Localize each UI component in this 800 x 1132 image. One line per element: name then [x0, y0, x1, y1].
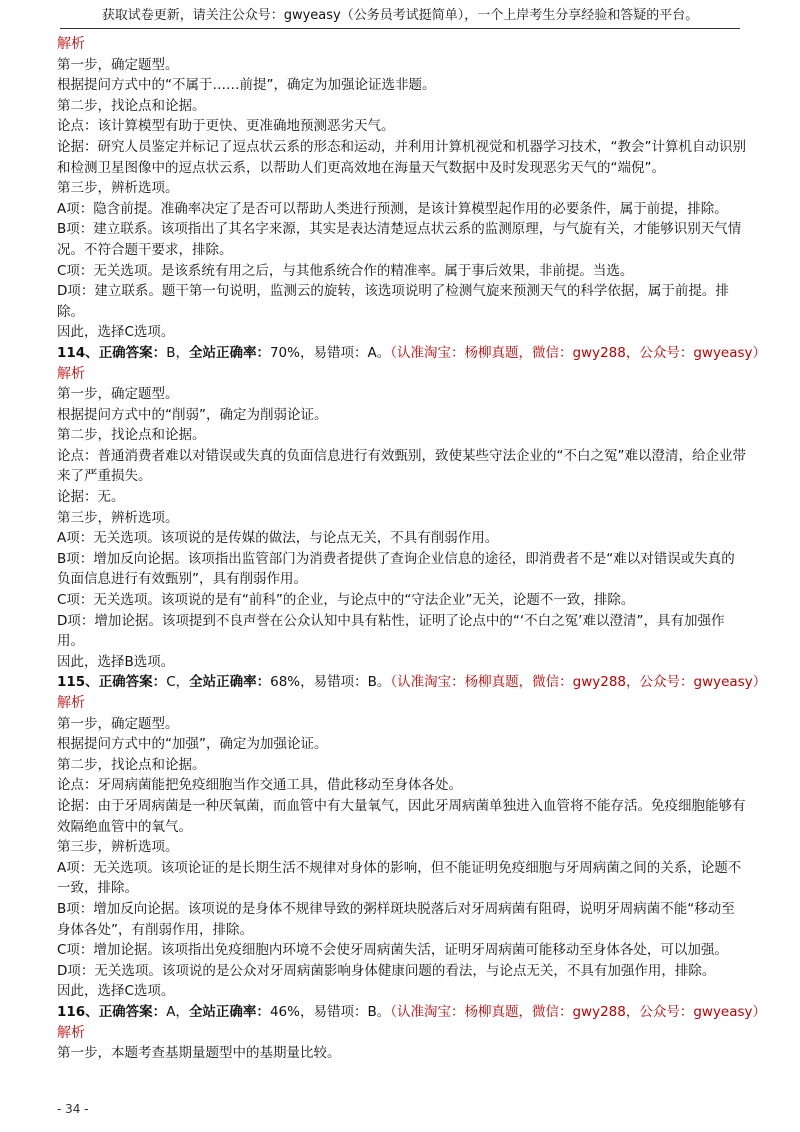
page-number: - 34 - [57, 1102, 89, 1116]
question-number: 115、 [57, 674, 99, 691]
paragraph: D项：无关选项。该项说的是公众对牙周病菌影响身体健康问题的看法，与论点无关，不具有加强作用，排除。 [57, 962, 716, 979]
promo-note: （认准淘宝：杨柳真题，微信：gwy288，公众号：gwyeasy） [390, 674, 767, 691]
question-number: 116、 [57, 1003, 99, 1020]
paragraph: 第一步，确定题型。 [57, 386, 179, 403]
paragraph: A项：隐含前提。准确率决定了是否可以帮助人类进行预测，是该计算模型起作用的必要条件，属于前提，排除。 [57, 200, 728, 217]
answer-label: 正确答案： [98, 674, 167, 691]
error-prone-option: 易错项：B。 [313, 1003, 391, 1020]
paragraph: 第二步，找论点和论据。 [57, 756, 206, 773]
paragraph: 论据：研究人员鉴定并标记了逗点状云系的形态和运动，并利用计算机视觉和机器学习技术，“教会”计算机自动识别和检测卫星图像中的逗点状云系，以帮助人们更高效地在海量天气数据中及时发现恶劣天气的“端倪”。 [57, 138, 746, 176]
paragraph: 论点：普通消费者难以对错误或失真的负面信息进行有效甄别，致使某些守法企业的“不白之冤”难以澄清，给企业带来了严重损失。 [57, 447, 746, 485]
paragraph: 第三步，辨析选项。 [57, 509, 179, 526]
analysis-heading: 解析 [57, 365, 85, 382]
paragraph: 第一步，确定题型。 [57, 56, 179, 73]
answer-label: 正确答案： [98, 344, 167, 361]
paragraph: A项：无关选项。该项说的是传媒的做法，与论点无关，不具有削弱作用。 [57, 530, 499, 547]
error-prone-option: 易错项：A。 [313, 344, 391, 361]
paragraph: D项：建立联系。题干第一句说明，监测云的旋转，该选项说明了检测气旋来预测天气的科学依据，属于前提。排除。 [57, 283, 729, 320]
answer-line [57, 343, 767, 364]
paragraph: B项：增加反向论据。该项说的是身体不规律导致的粥样斑块脱落后对牙周病菌有阻碍，说明牙周病菌不能“移动至身体各处”，有削弱作用，排除。 [57, 900, 735, 938]
analysis-heading: 解析 [57, 1024, 85, 1041]
paragraph: 第三步，辨析选项。 [57, 839, 179, 856]
correct-answer: C， [166, 674, 190, 691]
rate-label: 全站正确率： [189, 674, 271, 691]
paragraph: 第一步，本题考查基期量题型中的基期量比较。 [57, 1045, 341, 1062]
paragraph: 根据提问方式中的“加强”，确定为加强论证。 [57, 736, 328, 753]
paragraph: D项：增加论据。该项提到不良声誉在公众认知中具有粘性，证明了论点中的“‘不白之冤’难以澄清”，具有加强作用。 [57, 612, 725, 650]
paragraph: 论据：无。 [57, 489, 125, 506]
page-header: 获取试卷更新，请关注公众号：gwyeasy（公务员考试挺简单），一个上岸考生分享经验和答疑的平台。 [101, 8, 699, 23]
error-prone-option: 易错项：B。 [313, 674, 391, 691]
question-number: 114、 [57, 344, 99, 361]
correct-answer: B， [166, 344, 189, 361]
rate-label: 全站正确率： [188, 344, 270, 361]
correct-rate: 70%， [269, 344, 314, 361]
paragraph: C项：无关选项。是该系统有用之后，与其他系统合作的精准率。属于事后效果，非前提。当选。 [57, 262, 634, 279]
paragraph: C项：无关选项。该项说的是有“前科”的企业，与论点中的“守法企业”无关，论题不一致，排除。 [57, 592, 635, 609]
paragraph: 论点：牙周病菌能把免疫细胞当作交通工具，借此移动至身体各处。 [57, 777, 462, 794]
paragraph: 论据：由于牙周病菌是一种厌氧菌，而血管中有大量氧气，因此牙周病菌单独进入血管将不能存活。免疫细胞能够有效隔绝血管中的氧气。 [57, 797, 746, 835]
answer-line [57, 1002, 767, 1023]
promo-note: （认准淘宝：杨柳真题，微信：gwy288，公众号：gwyeasy） [390, 1003, 767, 1020]
promo-note: （认准淘宝：杨柳真题，微信：gwy288，公众号：gwyeasy） [390, 344, 767, 361]
header-divider [60, 28, 740, 29]
paragraph: B项：增加反向论据。该项指出监管部门为消费者提供了查询企业信息的途径，即消费者不是“难以对错误或失真的负面信息进行有效甄别”，具有削弱作用。 [57, 550, 735, 588]
paragraph: 根据提问方式中的“削弱”，确定为削弱论证。 [57, 406, 328, 423]
correct-rate: 46%， [269, 1003, 314, 1020]
analysis-heading: 解析 [57, 36, 85, 52]
paragraph: 根据提问方式中的“不属于……前提”，确定为加强论证选非题。 [57, 77, 436, 94]
paragraph: B项：建立联系。该项指出了其名字来源，其实是表达清楚逗点状云系的监测原理，与气旋有关，才能够识别天气情况。不符合题干要求，排除。 [57, 221, 742, 258]
paragraph: 因此，选择C选项。 [57, 324, 175, 341]
rate-label: 全站正确率： [188, 1003, 270, 1020]
paragraph: C项：增加论据。该项指出免疫细胞内环境不会使牙周病菌失活，证明牙周病菌可能移动至身体各处，可以加强。 [57, 942, 728, 959]
answer-label: 正确答案： [98, 1003, 167, 1020]
paragraph: 第一步，确定题型。 [57, 715, 179, 732]
document-body [57, 34, 767, 1064]
paragraph: 论点：该计算模型有助于更快、更准确地预测恶劣天气。 [57, 118, 395, 135]
paragraph: 第三步，辨析选项。 [57, 180, 179, 197]
correct-rate: 68%， [270, 674, 314, 691]
paragraph: 因此，选择B选项。 [57, 653, 175, 670]
correct-answer: A， [166, 1003, 189, 1020]
analysis-heading: 解析 [57, 695, 85, 711]
paragraph: 因此，选择C选项。 [57, 983, 175, 1000]
answer-line [57, 672, 767, 693]
paragraph: 第二步，找论点和论据。 [57, 97, 206, 114]
paragraph: 第二步，找论点和论据。 [57, 427, 206, 444]
paragraph: A项：无关选项。该项论证的是长期生活不规律对身体的影响，但不能证明免疫细胞与牙周病菌之间的关系，论题不一致，排除。 [57, 859, 742, 897]
